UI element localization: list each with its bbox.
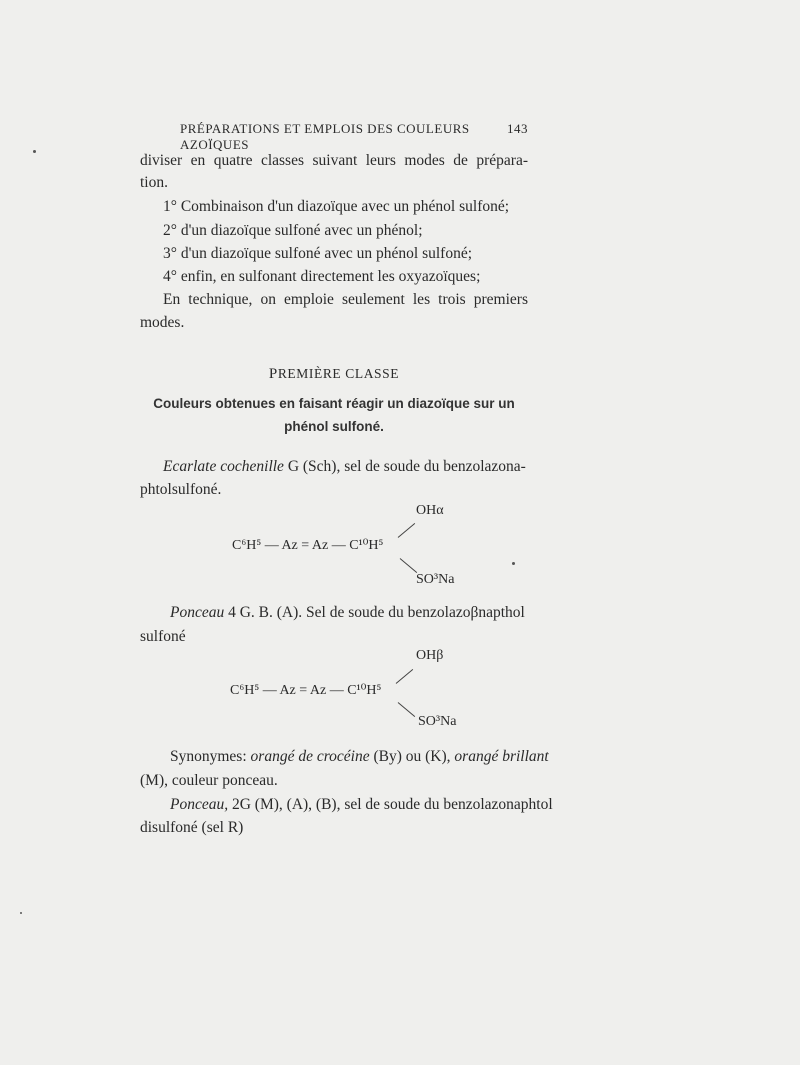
ponceau2-desc: 2G (M), (A), (B), sel de soude du benzolazonaphtol (228, 796, 553, 813)
page-number: 143 (507, 121, 528, 136)
ecarlate-line-2: phtolsulfoné. (140, 481, 222, 498)
mode-2: 2° d'un diazoïque sulfoné avec un phénol; (163, 222, 423, 239)
running-header (180, 121, 528, 153)
mode-4: 4° enfin, en sulfonant directement les oxyazoïques; (163, 268, 481, 285)
technique-line-2: modes. (140, 314, 185, 331)
section-title-cap: P (268, 366, 278, 382)
intro-line-1: diviser en quatre classes suivant leurs modes de prépara- (140, 152, 528, 169)
synonymes-line-1 (170, 746, 549, 768)
ecarlate-name: Ecarlate cochenille (163, 458, 284, 475)
ponceau4-desc: 4 G. B. (A). Sel de soude du benzolazoβnapthol (224, 604, 525, 621)
section-title (140, 366, 528, 383)
ponceau4-line-1 (170, 602, 525, 624)
ecarlate-line-1 (163, 456, 526, 478)
mode-3: 3° d'un diazoïque sulfoné avec un phénol sulfoné; (163, 245, 473, 262)
section-title-rest: REMIÈRE CLASSE (277, 366, 400, 381)
formula1-bond-up (398, 523, 415, 538)
intro-line-2: tion. (140, 174, 168, 191)
ponceau2-line-1 (170, 794, 553, 816)
ponceau4-name: Ponceau (170, 604, 225, 621)
formula1-main: C⁶H⁵ — Az = Az — C¹⁰H⁵ (232, 538, 384, 553)
technique-line-1: En technique, on emploie seulement les trois premiers (163, 291, 528, 308)
synonymes-mid: (By) ou (K), (369, 748, 455, 765)
ponceau4-line-2: sulfoné (140, 628, 186, 645)
synonyme-2: orangé brillant (454, 748, 549, 765)
formula1-top: OHα (416, 503, 444, 518)
synonymes-line-2: (M), couleur ponceau. (140, 772, 278, 789)
mode-1: 1° Combinaison d'un diazoïque avec un phénol sulfoné; (163, 198, 510, 215)
paper-speck (20, 912, 22, 914)
section-subtitle-line-1: Couleurs obtenues en faisant réagir un diazoïque sur un (153, 396, 515, 411)
running-title: PRÉPARATIONS ET EMPLOIS DES COULEURS AZOÏQUES (180, 121, 470, 152)
synonyme-1: orangé de crocéine (250, 748, 370, 765)
ponceau2-name: Ponceau, (170, 796, 229, 813)
formula2-bond-up (396, 669, 413, 684)
formula2-bond-down (398, 702, 415, 717)
formula1-bottom: SO³Na (416, 572, 455, 587)
ponceau2-line-2: disulfoné (sel R) (140, 819, 244, 836)
formula2-bottom: SO³Na (418, 714, 457, 729)
formula1-bond-down (400, 558, 417, 573)
paper-speck (33, 150, 36, 153)
ecarlate-desc: G (Sch), sel de soude du benzolazona- (283, 458, 526, 475)
formula2-top: OHβ (416, 648, 444, 663)
formula2-main: C⁶H⁵ — Az = Az — C¹⁰H⁵ (230, 683, 382, 698)
section-subtitle-line-2: phénol sulfoné. (284, 419, 384, 434)
paper-speck (512, 562, 515, 565)
synonymes-label: Synonymes: (170, 748, 251, 765)
